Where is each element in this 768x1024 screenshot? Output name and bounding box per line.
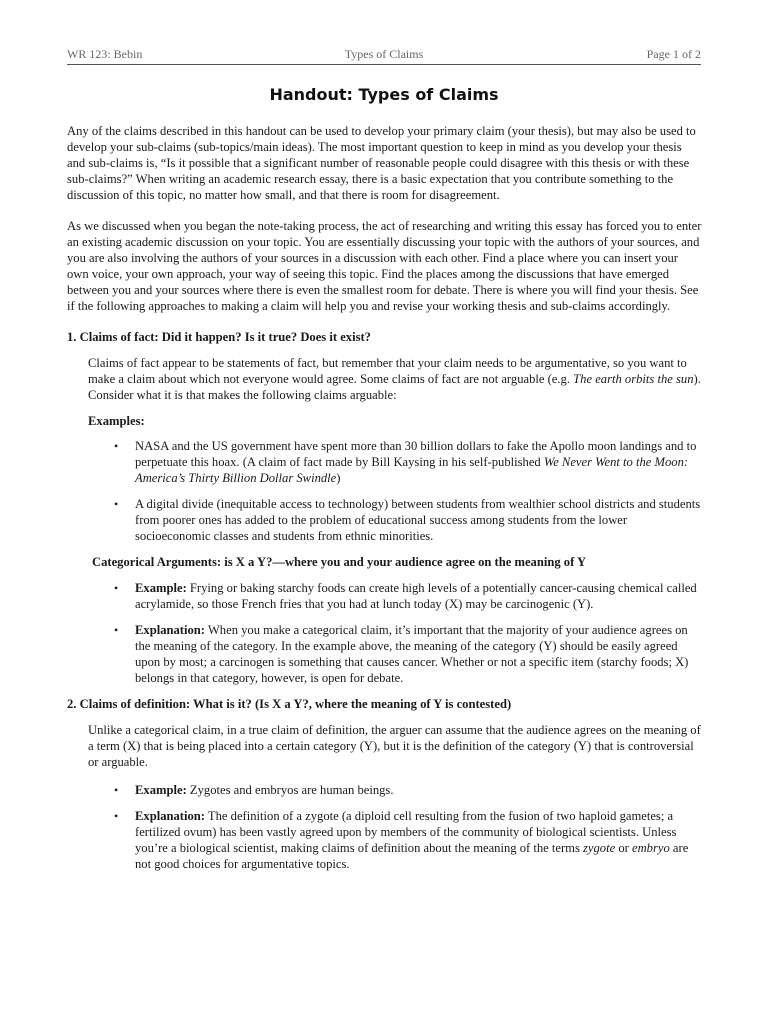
bullet-icon: •: [114, 581, 119, 595]
bullet-icon: •: [114, 809, 119, 823]
section-1-paragraph: Claims of fact appear to be statements of fact, but remember that your claim needs to be argumentative, so you want to make a claim about which not everyone would agree. Some claims of fact are not arguable (e.g. The earth orbits the sun). Consider what it is that makes the following claims arguable:: [88, 356, 701, 402]
header-topic: Types of Claims: [344, 47, 424, 61]
bullet-icon: •: [114, 497, 119, 511]
bullet-icon: •: [114, 439, 119, 453]
page-title: Handout: Types of Claims: [269, 85, 499, 104]
list-item: • Example: Frying or baking starchy foods can create high levels of a potentially cancer-causing chemical called acrylamide, so those French fries that you had at lunch today (X) may be carcinogenic (Y).: [114, 581, 697, 611]
definition-list: [67, 782, 702, 872]
document-body: [67, 123, 702, 882]
list-item: • Example: Zygotes and embryos are human beings.: [114, 783, 394, 797]
page-number: Page 1 of 2: [646, 47, 701, 61]
examples-label: Examples:: [88, 414, 145, 428]
list-item: • Explanation: The definition of a zygote (a diploid cell resulting from the fusion of two haploid gametes; a fertilized ovum) has been vastly agreed upon by members of the community of biological scientists. Unless you’re a biological scientist, making claims of definition about the meaning of the terms zygote or embryo are not good choices for argumentative topics.: [114, 809, 689, 871]
page-header: [67, 44, 701, 65]
fact-examples-list: [67, 438, 702, 544]
bullet-icon: •: [114, 623, 119, 637]
bullet-icon: •: [114, 783, 119, 797]
list-item: • NASA and the US government have spent more than 30 billion dollars to fake the Apollo moon landings and to perpetuate this hoax. (A claim of fact made by Bill Kaysing in his self-published We Never Went to the Moon: America’s Thirty Billion Dollar Swindle): [114, 439, 697, 485]
list-item: • A digital divide (inequitable access to technology) between students from wealthier school districts and students from poorer ones has added to the problem of educational success among students from the lower socioeconomic classes and students from ethnic minorities.: [114, 497, 701, 543]
intro-paragraph-1: Any of the claims described in this handout can be used to develop your primary claim (your thesis), but may also be used to develop your sub-claims (sub-topics/main ideas). The most important question to keep in mind as you develop your thesis and sub-claims is, “Is it possible that a significant number of reasonable people could disagree with this thesis or with these sub-claims?” When writing an academic research essay, there is a basic expectation that you contribute something to the discussion of this topic, no matter how small, and that there is room for disagreement.: [67, 124, 696, 202]
section-1-heading: 1. Claims of fact: Did it happen? Is it true? Does it exist?: [67, 330, 371, 344]
categorical-list: [67, 580, 702, 686]
intro-paragraph-2: As we discussed when you began the note-taking process, the act of researching and writing this essay has forced you to enter an existing academic discussion on your topic. You are essentially discussing your topic with the authors of your sources, and you are also involving the authors of your sources in a discussion with each other. Find a place where you can insert your own voice, your own approach, your way of seeing this topic. Find the places among the discussions that have emerged between you and your sources where there is even the smallest room for debate. There is where you will find your thesis. See if the following approaches to making a claim will help you and revise your working thesis and sub-claims accordingly.: [67, 219, 702, 313]
section-2-heading: 2. Claims of definition: What is it? (Is X a Y?, where the meaning of Y is contested): [67, 697, 512, 711]
section-2-paragraph: Unlike a categorical claim, in a true claim of definition, the arguer can assume that the audience agrees on the meaning of a term (X) that is being placed into a certain category (Y), but it is the definition of the category (Y) that is controversial or arguable.: [88, 723, 701, 769]
list-item: • Explanation: When you make a categorical claim, it’s important that the majority of your audience agrees on the meaning of the category. In the example above, the meaning of the category (Y) should be easily agreed upon by most; a carcinogen is something that causes cancer. Whether or not a specific item (starchy foods; X) belongs in that category, however, is open for debate.: [114, 623, 689, 685]
categorical-heading: Categorical Arguments: is X a Y?—where you and your audience agree on the meaning of Y: [92, 555, 587, 569]
course-label: WR 123: Bebin: [67, 47, 143, 61]
